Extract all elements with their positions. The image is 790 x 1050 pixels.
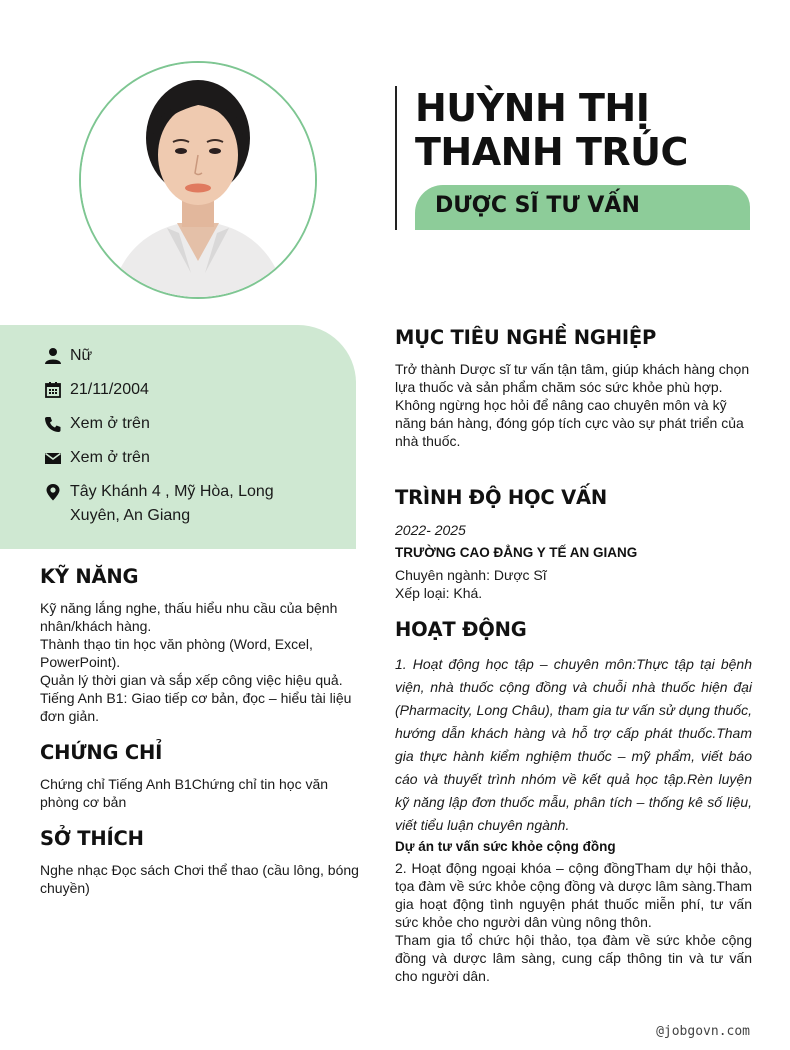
project-title: Dự án tư vấn sức khỏe cộng đồng [395, 839, 616, 854]
hobbies-text: Nghe nhạc Đọc sách Chơi thể thao (cầu lông, bóng chuyền) [40, 862, 359, 896]
candidate-name [415, 86, 775, 174]
skill-item: Tiếng Anh B1: Giao tiếp cơ bản, đọc – hiểu tài liệu đơn giản. [40, 690, 352, 724]
contact-email [44, 446, 300, 470]
watermark: @jobgovn.com [656, 1024, 750, 1039]
job-title: DƯỢC SĨ TƯ VẤN [435, 193, 640, 218]
phone-icon [44, 415, 62, 433]
birthdate-value: 21/11/2004 [70, 381, 149, 398]
email-value: Xem ở trên [70, 449, 150, 466]
extracurricular-text-2: Tham gia tổ chức hội thảo, tọa đàm về sức khỏe cộng đồng và dược lâm sàng, cung cấp thông tin và tư vấn cho người dân. [395, 932, 752, 984]
education-school: TRƯỜNG CAO ĐẲNG Y TẾ AN GIANG [395, 545, 638, 560]
mail-icon [44, 449, 62, 467]
activities-heading: HOẠT ĐỘNG [395, 618, 527, 641]
extracurricular-activities [395, 859, 752, 985]
extracurricular-text: 2. Hoạt động ngoại khóa – cộng đồngTham dự hội thảo, tọa đàm về sức khỏe cộng đồng và dược lâm sàng.Tham gia hoạt động tình nguyện phát thuốc miễn phí, tư vấn sức khỏe cho người dân vùng nông thôn. [395, 860, 752, 930]
contact-phone [44, 412, 300, 436]
address-value: Tây Khánh 4 , Mỹ Hòa, Long Xuyên, An Giang [70, 483, 274, 524]
phone-value: Xem ở trên [70, 415, 150, 432]
education-major: Chuyên ngành: Dược Sĩ [395, 567, 547, 583]
certificates-heading: CHỨNG CHỈ [40, 741, 163, 764]
location-icon [44, 483, 62, 501]
name-line-1: HUỲNH THỊ [415, 86, 650, 130]
name-divider [395, 86, 397, 230]
name-line-2: THANH TRÚC [415, 130, 688, 174]
skill-item: Quản lý thời gian và sắp xếp công việc hiệu quả. [40, 672, 343, 688]
profile-photo [79, 61, 317, 299]
contact-address [44, 480, 300, 528]
skill-item: Thành thạo tin học văn phòng (Word, Excel, PowerPoint). [40, 636, 313, 670]
calendar-icon [44, 381, 62, 399]
skill-item: Kỹ năng lắng nghe, thấu hiểu nhu cầu của bệnh nhân/khách hàng. [40, 600, 338, 634]
education-heading: TRÌNH ĐỘ HỌC VẤN [395, 486, 608, 509]
contact-gender [44, 344, 300, 368]
contact-birthdate [44, 378, 300, 402]
hobbies-heading: SỞ THÍCH [40, 827, 144, 850]
education-details [395, 566, 750, 602]
education-rank: Xếp loại: Khá. [395, 585, 483, 601]
objective-text: Trở thành Dược sĩ tư vấn tận tâm, giúp khách hàng chọn lựa thuốc và sản phẩm chăm sóc sức khỏe phù hợp. Không ngừng học hỏi để nâng cao chuyên môn và kỹ năng bán hàng, đóng góp tích cực vào sự phát triển của nhà thuốc. [395, 361, 750, 449]
education-years: 2022- 2025 [395, 522, 466, 538]
skills-heading: KỸ NĂNG [40, 565, 139, 588]
gender-value: Nữ [70, 347, 93, 364]
academic-activities: 1. Hoạt động học tập – chuyên môn:Thực tập tại bệnh viện, nhà thuốc cộng đồng và chuỗi nhà thuốc hiện đại (Pharmacity, Long Châu), tham gia tư vấn sử dụng thuốc, hướng dẫn khách hàng và hỗ trợ cấp phát thuốc.Tham gia thực hành kiểm nghiệm thuốc – mỹ phẩm, viết báo cáo và thuyết trình nhóm về kết quả học tập.Rèn luyện kỹ năng lập đơn thuốc mẫu, phân tích – thống kê số liệu, viết tiểu luận chuyên ngành. [395, 656, 752, 833]
objective-heading: MỤC TIÊU NGHỀ NGHIỆP [395, 326, 657, 349]
certificates-text: Chứng chỉ Tiếng Anh B1Chứng chỉ tin học văn phòng cơ bản [40, 776, 329, 810]
skills-list [40, 599, 358, 725]
person-icon [44, 347, 62, 365]
